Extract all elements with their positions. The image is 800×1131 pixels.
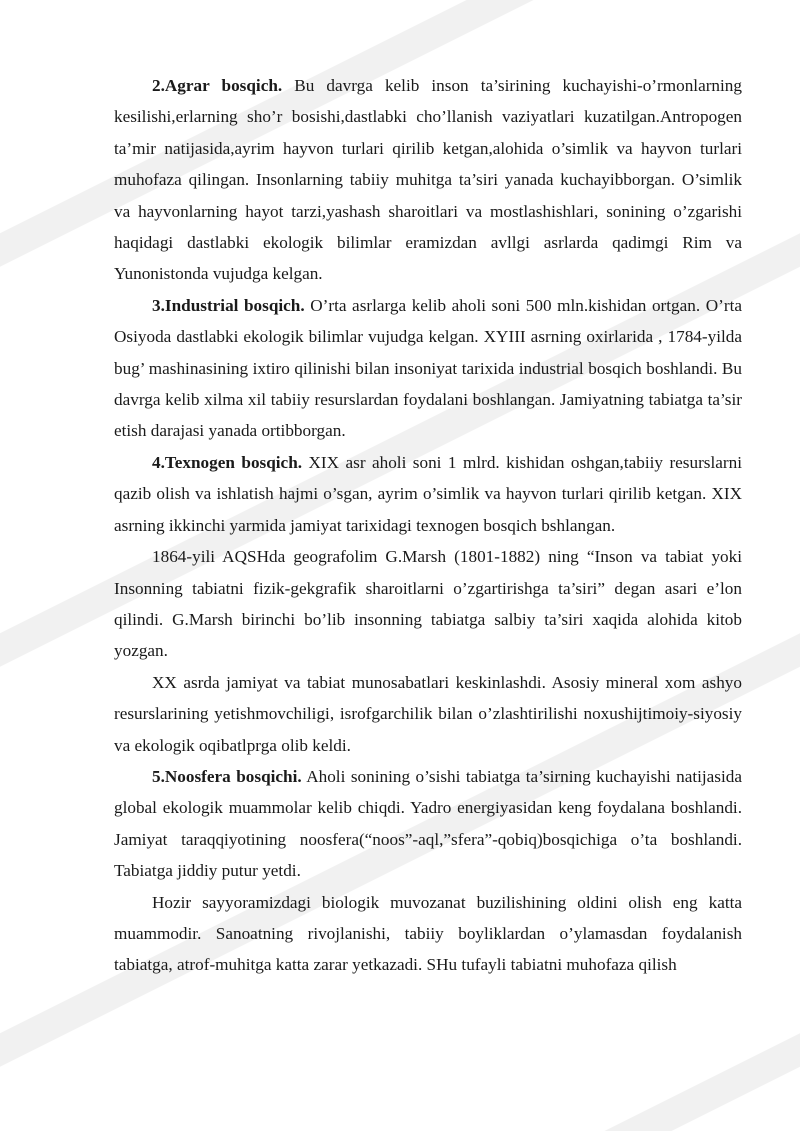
text-xx-century: XX asrda jamiyat va tabiat munosabatlari keskinlashdi. Asosiy mineral xom ashyo resurslarining yetishmovchiligi, isrofgarchilik bilan o’zlashtirilishi noxushijtimoiy-siyosiy va ekologik oqibatlprga olib keldi. <box>114 672 742 755</box>
text-industrial: O’rta asrlarga kelib aholi soni 500 mln.kishidan ortgan. O’rta Osiyoda dastlabki ekologik bilimlar vujudga kelgan. XYIII asrning oxirlarida , 1784-yilda bug’ mashinasining ixtiro qilinishi bilan insoniyat tarixida industrial bosqich boshlandi. Bu davrga kelib xilma xil tabiiy resurslardan foydalani boshlangan. Jamiyatning tabiatga ta’sir etish darajasi yanada ortibborgan. <box>114 295 742 441</box>
text-marsh: 1864-yili AQSHda geografolim G.Marsh (1801-1882) ning “Inson va tabiat yoki Insonning tabiatni fizik-gekgrafik sharoitlarni o’zgartirishga ta’siri” degan asari e’lon qilindi. G.Marsh birinchi bo’lib insonning tabiatga salbiy ta’siri xaqida alohida kitob yozgan. <box>114 547 742 661</box>
paragraph-hozir <box>114 887 742 981</box>
text-texnogen: XIX asr aholi soni 1 mlrd. kishidan oshgan,tabiiy resurslarni qazib olish va ishlatish hajmi o’sgan, ayrim o’simlik va hayvon turlari qirilib ketgan. XIX asrning ikkinchi yarmida jamiyat tarixidagi texnogen bosqich bshlangan. <box>114 452 742 535</box>
paragraph-xx-century <box>114 667 742 761</box>
paragraph-industrial <box>114 290 742 447</box>
paragraph-marsh <box>114 541 742 667</box>
paragraph-noosfera <box>114 761 742 887</box>
text-agrar: Bu davrga kelib inson ta’sirining kuchayishi-o’rmonlarning kesilishi,erlarning sho’r bosishi,dastlabki cho’llanish vaziyatlari kuzatilgan.Antropogen ta’mir natijasida,ayrim hayvon turlari qirilib ketgan,alohida o’simlik va hayvon turlari muhofaza qilingan. Insonlarning tabiiy muhitga ta’siri yanada kuchayibborgan. O’simlik va hayvonlarning hayot tarzi,yashash sharoitlari va mostlashishlari, sonining o’zgarishi haqidagi dastlabki ekologik bilimlar eramizdan avllgi asrlarda qadimgi Rim va Yunonistonda vujudga kelgan. <box>114 76 742 284</box>
heading-texnogen: 4.Texnogen bosqich. <box>152 452 303 472</box>
text-hozir: Hozir sayyoramizdagi biologik muvozanat buzilishining oldini olish eng katta muammodir. Sanoatning rivojlanishi, tabiiy boyliklardan o’ylamasdan foydalanish tabiatga, atrof-muhitga katta zarar yetkazadi. SHu tufayli tabiatni muhofaza qilish <box>114 892 742 975</box>
text-noosfera: Aholi sonining o’sishi tabiatga ta’sirning kuchayishi natijasida global ekologik muammolar kelib chiqdi. Yadro energiyasidan keng foydalana boshlandi. Jamiyat taraqqiyotining noosfera(“noos”-aql,”sfera”-qobiq)bosqichiga o’ta boshlandi. Tabiatga jiddiy putur yetdi. <box>114 766 742 881</box>
heading-industrial: 3.Industrial bosqich. <box>152 295 305 315</box>
heading-agrar: 2.Agrar bosqich. <box>152 76 283 95</box>
paragraph-agrar <box>114 70 742 290</box>
paragraph-texnogen <box>114 447 742 541</box>
document-body <box>114 70 742 981</box>
heading-noosfera: 5.Noosfera bosqichi. <box>152 766 302 786</box>
